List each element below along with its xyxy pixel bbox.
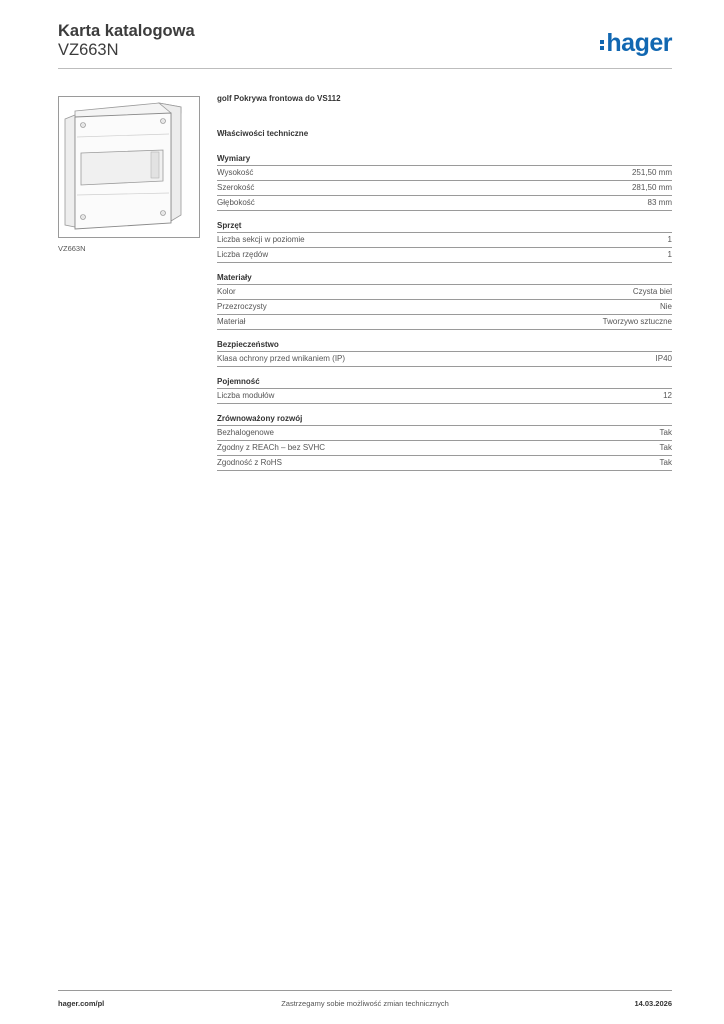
footer-date: 14.03.2026: [634, 999, 672, 1008]
spec-section-title: Pojemność: [217, 376, 672, 389]
page-header: [58, 20, 672, 69]
spec-row: [217, 389, 672, 404]
spec-value: Tak: [659, 458, 672, 467]
spec-section-title: Sprzęt: [217, 220, 672, 233]
spec-value: 281,50 mm: [631, 183, 672, 192]
spec-row: [217, 166, 672, 181]
spec-value: Tak: [659, 428, 672, 437]
spec-label: Zgodny z REACh – bez SVHC: [217, 443, 326, 452]
spec-section-title: Wymiary: [217, 153, 672, 166]
spec-label: Zgodność z RoHS: [217, 458, 282, 467]
product-name: golf Pokrywa frontowa do VS112: [217, 94, 341, 103]
spec-value: Czysta biel: [632, 287, 672, 296]
spec-row: [217, 456, 672, 471]
footer-disclaimer: Zastrzegamy sobie możliwość zmian technicznych: [281, 999, 449, 1008]
spec-section: [217, 413, 672, 471]
spec-section: [217, 220, 672, 263]
spec-value: IP40: [655, 354, 672, 363]
spec-value: 83 mm: [647, 198, 672, 207]
spec-value: Tak: [659, 443, 672, 452]
hager-logo: [600, 28, 672, 58]
spec-label: Klasa ochrony przed wnikaniem (IP): [217, 354, 346, 363]
spec-value: Nie: [659, 302, 672, 311]
image-caption: VZ663N: [58, 244, 86, 253]
spec-value: 1: [667, 235, 672, 244]
spec-row: [217, 426, 672, 441]
spec-value: 1: [667, 250, 672, 259]
spec-row: [217, 300, 672, 315]
spec-label: Liczba modułów: [217, 391, 275, 400]
technical-properties-heading: Właściwości techniczne: [217, 129, 309, 138]
logo-text: hager: [606, 28, 672, 57]
spec-section: [217, 376, 672, 404]
spec-label: Materiał: [217, 317, 246, 326]
spec-section: [217, 153, 672, 211]
product-details: [217, 94, 672, 480]
spec-label: Przezroczysty: [217, 302, 267, 311]
spec-row: [217, 233, 672, 248]
spec-sections: [217, 153, 672, 471]
spec-value: 12: [663, 391, 672, 400]
distribution-board-cover-icon: [59, 97, 199, 237]
spec-section-title: Zrównoważony rozwój: [217, 413, 672, 426]
spec-value: Tworzywo sztuczne: [602, 317, 672, 326]
spec-row: [217, 248, 672, 263]
product-code: VZ663N: [58, 41, 119, 59]
spec-row: [217, 181, 672, 196]
spec-label: Bezhalogenowe: [217, 428, 274, 437]
spec-row: [217, 196, 672, 211]
spec-label: Kolor: [217, 287, 236, 296]
spec-label: Liczba sekcji w poziomie: [217, 235, 305, 244]
spec-row: [217, 352, 672, 367]
page-footer: [58, 990, 672, 1013]
spec-section: [217, 339, 672, 367]
spec-row: [217, 315, 672, 330]
spec-value: 251,50 mm: [631, 168, 672, 177]
spec-label: Głębokość: [217, 198, 255, 207]
document-title: Karta katalogowa: [58, 22, 195, 40]
spec-label: Liczba rzędów: [217, 250, 269, 259]
footer-website: hager.com/pl: [58, 999, 105, 1008]
spec-row: [217, 285, 672, 300]
spec-section-title: Materiały: [217, 272, 672, 285]
spec-section-title: Bezpieczeństwo: [217, 339, 672, 352]
logo-dots-icon: [600, 40, 604, 50]
spec-row: [217, 441, 672, 456]
product-image: [58, 96, 200, 238]
spec-section: [217, 272, 672, 330]
spec-label: Szerokość: [217, 183, 255, 192]
spec-label: Wysokość: [217, 168, 254, 177]
